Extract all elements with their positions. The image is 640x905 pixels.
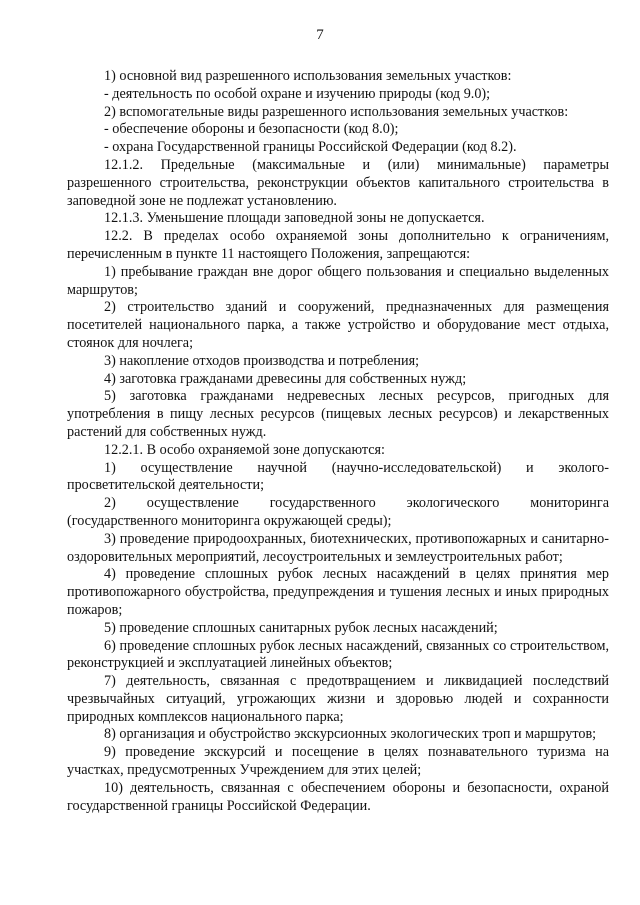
- document-body: [67, 68, 609, 815]
- paragraph: 1) основной вид разрешенного использования земельных участков:: [104, 68, 512, 84]
- paragraph: 8) организация и обустройство экскурсионных экологических троп и маршрутов;: [104, 726, 597, 743]
- paragraph: 12.1.3. Уменьшение площади заповедной зоны не допускается.: [104, 210, 485, 227]
- page-number: 7: [316, 27, 324, 43]
- paragraph: 4) проведение сплошных рубок лесных насаждений в целях принятия мер противопожарного обустройства, предупреждения и тушения лесных и иных природных пожаров;: [67, 566, 609, 618]
- paragraph: 7) деятельность, связанная с предотвращением и ликвидацией последствий чрезвычайных ситуаций, угрожающих жизни и здоровью людей и сохранности природных комплексов национального парка;: [67, 673, 609, 725]
- paragraph: 6) проведение сплошных рубок лесных насаждений, связанных со строительством, реконструкцией и эксплуатацией линейных объектов;: [67, 637, 609, 672]
- paragraph: 3) накопление отходов производства и потребления;: [104, 352, 420, 369]
- paragraph: 1) осуществление научной (научно-исследовательской) и эколого-просветительской деятельности;: [67, 459, 609, 494]
- paragraph: 2) строительство зданий и сооружений, предназначенных для размещения посетителей национального парка, а также устройство и оборудование мест отдыха, стоянок для ночлега;: [67, 299, 609, 351]
- paragraph: 12.2. В пределах особо охраняемой зоны дополнительно к ограничениям, перечисленным в пункте 11 настоящего Положения, запрещаются:: [67, 228, 609, 262]
- paragraph: 1) пребывание граждан вне дорог общего пользования и специально выделенных маршрутов;: [67, 263, 609, 298]
- paragraph: 3) проведение природоохранных, биотехнических, противопожарных и санитарно-оздоровительных мероприятий, лесоустроительных и землеустроительных работ;: [67, 530, 609, 565]
- paragraph: 12.1.2. Предельные (максимальные и (или) минимальные) параметры разрешенного строительства, реконструкции объектов капитального строительства в заповедной зоне не подлежат установлению.: [67, 156, 609, 209]
- paragraph: - охрана Государственной границы Российской Федерации (код 8.2).: [104, 139, 517, 156]
- paragraph: 2) вспомогательные виды разрешенного использования земельных участков:: [104, 103, 569, 120]
- paragraph: 9) проведение экскурсий и посещение в целях познавательного туризма на участках, предусмотренных Учреждением для этих целей;: [67, 744, 609, 779]
- paragraph: 5) заготовка гражданами недревесных лесных ресурсов, пригодных для употребления в пищу лесных ресурсов (пищевых лесных ресурсов) и лекарственных растений для собственных нужд.: [67, 388, 609, 440]
- paragraph: 2) осуществление государственного экологического мониторинга (государственного мониторинга окружающей среды);: [67, 495, 609, 529]
- paragraph: 4) заготовка гражданами древесины для собственных нужд;: [104, 370, 467, 387]
- paragraph: 5) проведение сплошных санитарных рубок лесных насаждений;: [104, 619, 498, 636]
- paragraph: 12.2.1. В особо охраняемой зоне допускаются:: [104, 441, 385, 458]
- paragraph: - деятельность по особой охране и изучению природы (код 9.0);: [104, 85, 491, 102]
- paragraph: 10) деятельность, связанная с обеспечением обороны и безопасности, охраной государственной границы Российской Федерации.: [67, 779, 609, 814]
- paragraph: - обеспечение обороны и безопасности (код 8.0);: [104, 121, 399, 138]
